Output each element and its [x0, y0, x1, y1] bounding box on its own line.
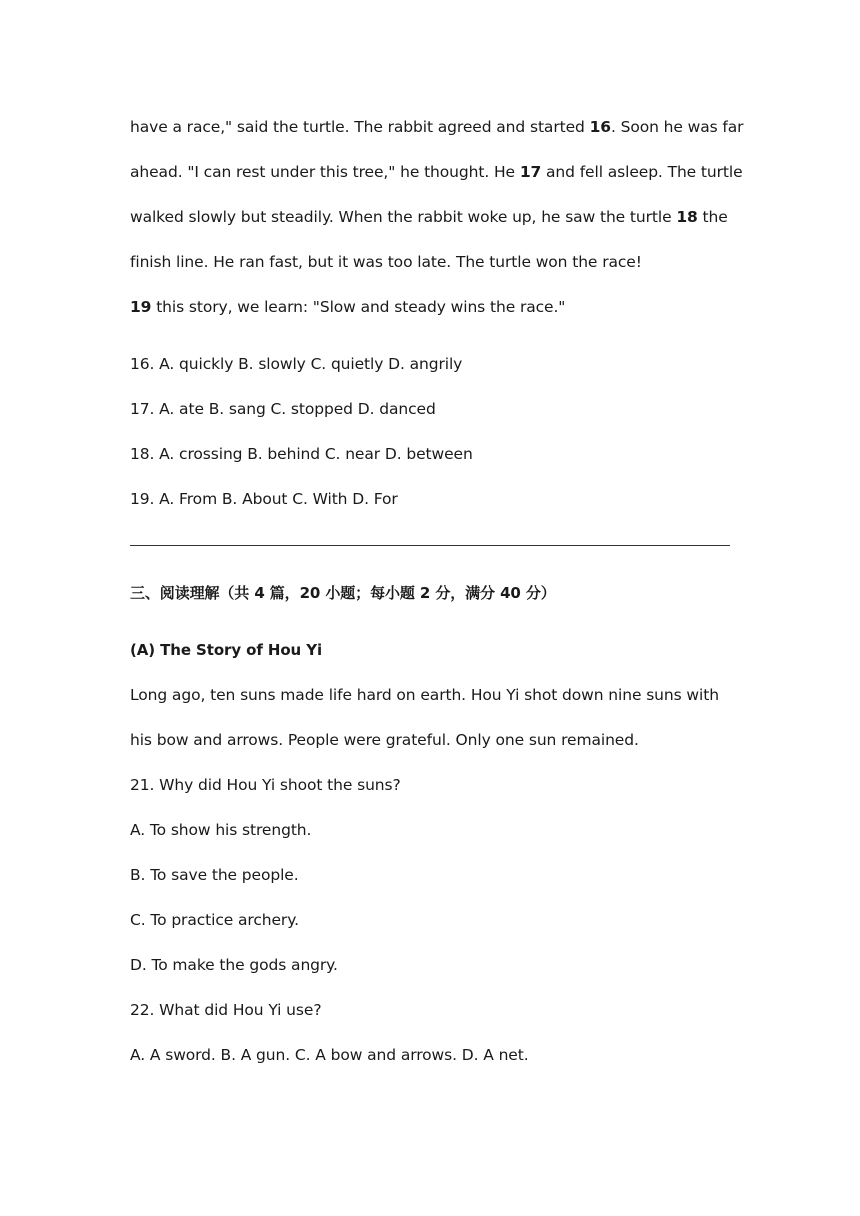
cloze-option-17: 17. A. ate B. sang C. stopped D. danced: [130, 400, 436, 418]
cloze-text: ahead. "I can rest under this tree," he thought. He: [130, 163, 520, 181]
cloze-text: walked slowly but steadily. When the rabbit woke up, he saw the turtle: [130, 208, 677, 226]
q22-options: A. A sword. B. A gun. C. A bow and arrows. D. A net.: [130, 1046, 529, 1064]
section-heading: 三、阅读理解（共 4 篇，20 小题；每小题 2 分，满分 40 分）: [130, 584, 556, 602]
question-22: 22. What did Hou Yi use?: [130, 1001, 322, 1019]
cloze-line-2: [130, 162, 743, 182]
q21-option-c: C. To practice archery.: [130, 911, 299, 929]
cloze-text: this story, we learn: "Slow and steady wins the race.": [151, 298, 566, 316]
q21-option-d: D. To make the gods angry.: [130, 956, 338, 974]
cloze-text: . Soon he was far: [610, 118, 744, 136]
passage-line-2: his bow and arrows. People were grateful. Only one sun remained.: [130, 731, 639, 749]
question-21: 21. Why did Hou Yi shoot the suns?: [130, 776, 401, 794]
passage-title: (A) The Story of Hou Yi: [130, 641, 323, 659]
cloze-text: the: [697, 208, 728, 226]
cloze-option-18: 18. A. crossing B. behind C. near D. between: [130, 445, 473, 463]
passage-line-1: Long ago, ten suns made life hard on earth. Hou Yi shot down nine suns with: [130, 686, 719, 704]
cloze-text: have a race," said the turtle. The rabbit agreed and started: [130, 118, 590, 136]
cloze-line-3: [130, 207, 728, 227]
blank-number-18: 18: [676, 208, 698, 226]
cloze-line-4: finish line. He ran fast, but it was too late. The turtle won the race!: [130, 253, 642, 271]
cloze-option-19: 19. A. From B. About C. With D. For: [130, 490, 398, 508]
blank-number-16: 16: [589, 118, 611, 136]
q21-option-a: A. To show his strength.: [130, 821, 312, 839]
cloze-line-5: [130, 297, 565, 317]
cloze-text: and fell asleep. The turtle: [541, 163, 743, 181]
section-divider: [130, 545, 730, 546]
q21-option-b: B. To save the people.: [130, 866, 299, 884]
cloze-option-16: 16. A. quickly B. slowly C. quietly D. angrily: [130, 355, 463, 373]
blank-number-19: 19: [130, 298, 152, 316]
cloze-line-1: [130, 117, 743, 137]
blank-number-17: 17: [519, 163, 542, 181]
